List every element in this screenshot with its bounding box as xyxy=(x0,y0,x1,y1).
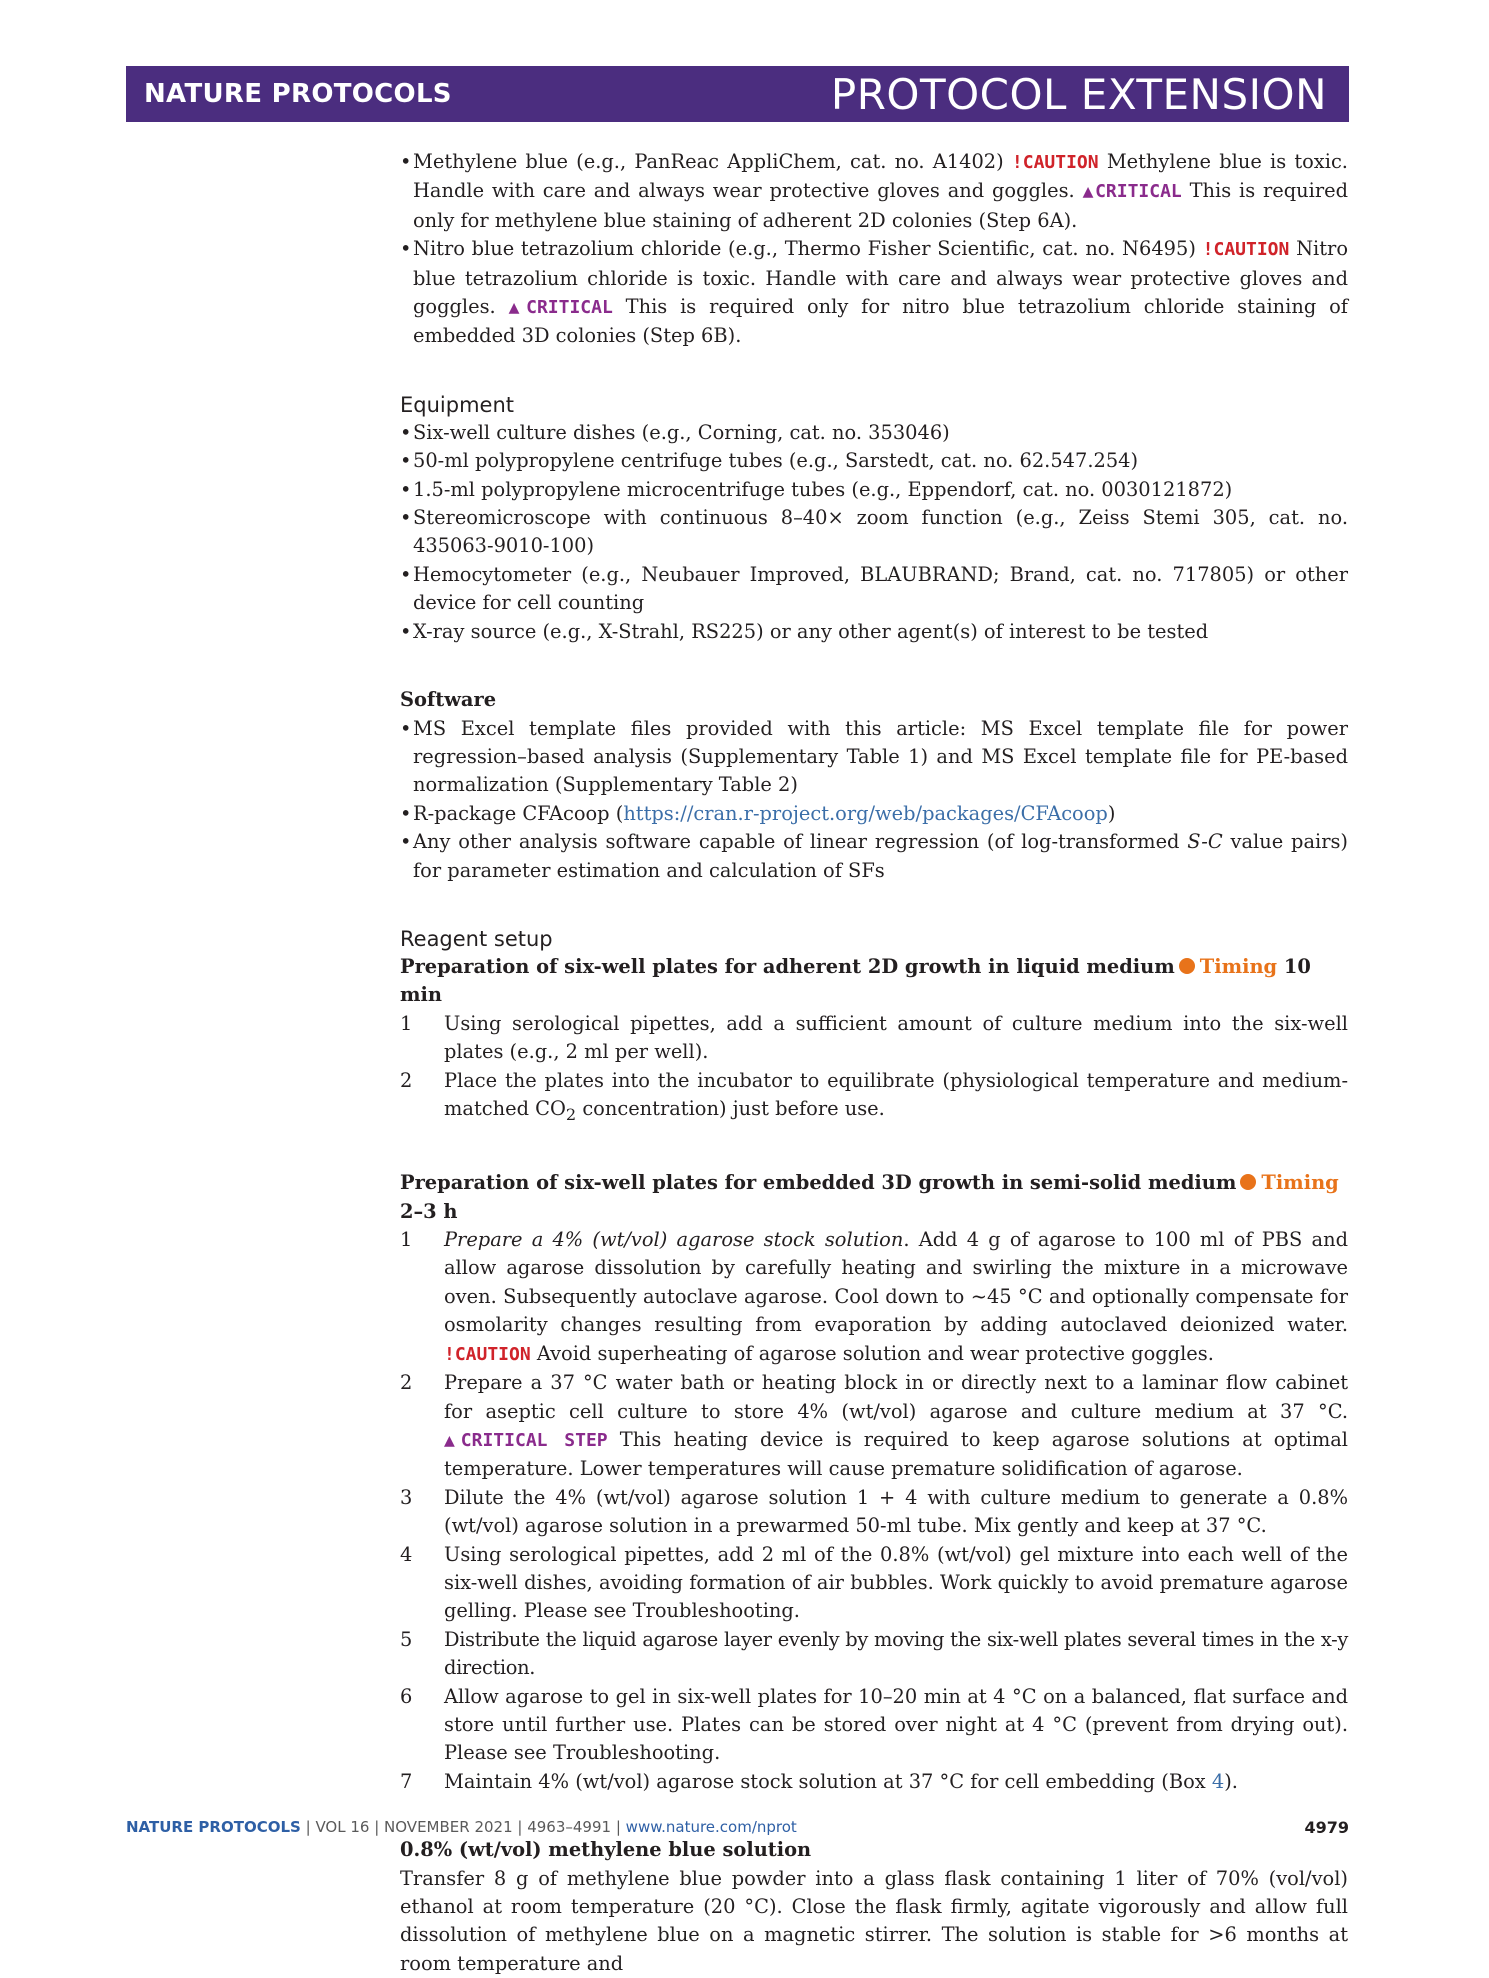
journal-name: NATURE PROTOCOLS xyxy=(144,79,452,109)
reagent-text: Methylene blue (e.g., PanReac AppliChem, cat. no. A1402) xyxy=(413,150,1004,173)
list-item: 7 Maintain 4% (wt/vol) agarose stock solution at 37 °C for cell embedding (Box 4). xyxy=(400,1769,1238,1793)
critical-label: ▲CRITICAL STEP xyxy=(444,1429,608,1451)
footer-citation: VOL 16 | NOVEMBER 2021 | 4963–4991 | xyxy=(315,1818,621,1836)
timing-value: 2–3 h xyxy=(400,1199,458,1223)
step-text: Maintain 4% (wt/vol) agarose stock solution at 37 °C for cell embedding (Box xyxy=(444,1769,1212,1793)
step-list xyxy=(400,1226,1348,1796)
caution-text: Nitro blue tetrazolium chloride is toxic. Handle with care and always wear protective gloves and goggles. xyxy=(413,237,1348,319)
equipment-heading: Equipment xyxy=(400,392,514,417)
timing-value: 10 min xyxy=(400,954,1311,1007)
footer-journal: NATURE PROTOCOLS xyxy=(126,1818,301,1836)
step-text: Dilute the 4% (wt/vol) agarose solution 1 + 4 with culture medium to generate a 0.8% (wt/vol) agarose solution in a prewarmed 50-ml tube. Mix gently and keep at 37 °C. xyxy=(444,1485,1348,1538)
list-item: 2 Place the plates into the incubator to equilibrate (physiological temperature and medium-matched $CO_2$ concentration) just before use. xyxy=(400,1068,1348,1124)
caution-text: Avoid superheating of agarose solution and wear protective goggles. xyxy=(536,1341,1214,1365)
software-text: R-package CFAcoop ( xyxy=(413,801,624,825)
reagent-text: Nitro blue tetrazolium chloride (e.g., Thermo Fisher Scientific, cat. no. N6495) xyxy=(413,237,1196,261)
list-item: 6 Allow agarose to gel in six-well plates for 10–20 min at 4 °C on a balanced, flat surface and store until further use. Plates can be stored over night at 4 °C (prevent from drying out). Please see Troubleshooting. xyxy=(400,1684,1348,1765)
step-text: Place the plates into the incubator to equilibrate (physiological temperature and medium-matched CO xyxy=(444,1068,1348,1120)
software-heading: Software xyxy=(400,688,497,712)
step-list xyxy=(400,1010,1348,1130)
page-number: 4979 xyxy=(1304,1818,1349,1837)
paragraph: Transfer 8 g of methylene blue powder into a glass flask containing 1 liter of 70% (vol/vol) ethanol at room temperature (20 °C). Close the flask firmly, agitate vigorously and allow full dissolution of methylene blue on a magnetic stirrer. The solution is stable for >6 months at room temperature and xyxy=(400,1866,1348,1975)
list-item xyxy=(400,800,1348,828)
page-body xyxy=(400,148,1348,1978)
subsection-title xyxy=(400,1169,1348,1226)
subscript: 2 xyxy=(565,1104,577,1124)
critical-text: This is required only for methylene blue staining of adherent 2D colonies (Step 6A). xyxy=(413,179,1349,232)
step-text: Using serological pipettes, add a sufficient amount of culture medium into the six-well plates (e.g., 2 ml per well). xyxy=(444,1011,1348,1064)
subsection-title: 0.8% (wt/vol) methylene blue solution xyxy=(400,1838,812,1862)
list-item: 1 Prepare a 4% (wt/vol) agarose stock solution. Add 4 g of agarose to 100 ml of PBS and allow agarose dissolution by carefully heating and swirling the mixture in a microwave oven. Subsequently autoclave agarose. Cool down to ~45 °C and optionally compensate for osmolarity changes resulting from evaporation by adding autoclaved deionized water. !CAUTION Avoid superheating of agarose solution and wear protective goggles. xyxy=(400,1228,1348,1365)
list-item: • 50-ml polypropylene centrifuge tubes (e.g., Sarstedt, cat. no. 62.547.254) xyxy=(400,447,1348,475)
caution-label: !CAUTION xyxy=(444,1343,531,1365)
list-item: 3 Dilute the 4% (wt/vol) agarose solution 1 + 4 with culture medium to generate a 0.8% (wt/vol) agarose solution in a prewarmed 50-ml tube. Mix gently and keep at 37 °C. xyxy=(400,1485,1348,1538)
timing-label: Timing xyxy=(1261,1171,1339,1195)
subsection-title xyxy=(400,953,1348,1010)
header-banner xyxy=(126,66,1349,122)
step-text: ). xyxy=(1224,1769,1238,1793)
step-text: Using serological pipettes, add 2 ml of the 0.8% (wt/vol) gel mixture into each well of the six-well dishes, avoiding formation of air bubbles. Work quickly to avoid premature agarose gelling. Please see Troubleshooting. xyxy=(444,1542,1348,1623)
step-text: concentration) just before use. xyxy=(576,1096,885,1120)
subsection-title-text: Preparation of six-well plates for adherent 2D growth in liquid medium xyxy=(400,954,1175,978)
critical-label: ▲CRITICAL xyxy=(508,297,613,319)
caution-text: Methylene blue is toxic. Handle with care and always wear protective gloves and goggles. xyxy=(413,150,1348,203)
critical-label: ▲CRITICAL xyxy=(1082,181,1182,203)
cfacoop-link[interactable]: https://cran.r-project.org/web/packages/CFAcoop xyxy=(623,801,1108,825)
software-text: ) xyxy=(1107,801,1116,825)
list-item xyxy=(400,828,1348,885)
step-text: Allow agarose to gel in six-well plates for 10–20 min at 4 °C on a balanced, flat surface and store until further use. Plates can be stored over night at 4 °C (prevent from drying out). Please see Troubleshooting. xyxy=(444,1684,1348,1765)
list-item: • 1.5-ml polypropylene microcentrifuge tubes (e.g., Eppendorf, cat. no. 0030121872) xyxy=(400,476,1348,504)
page-footer: NATURE PROTOCOLS | VOL 16 | NOVEMBER 2021 | 4963–4991 | www.nature.com/nprot 4979 xyxy=(126,1818,1349,1837)
caution-label: !CAUTION xyxy=(1202,239,1290,261)
list-item: • Hemocytometer (e.g., Neubauer Improved, BLAUBRAND; Brand, cat. no. 717805) or other device for cell counting xyxy=(400,561,1348,618)
section-label: PROTOCOL EXTENSION xyxy=(830,70,1327,119)
critical-text: This is required only for nitro blue tetrazolium chloride staining of embedded 3D colonies (Step 6B). xyxy=(413,295,1348,348)
timing-label: Timing xyxy=(1199,954,1278,978)
step-text: Distribute the liquid agarose layer evenly by moving the six-well plates several times in the x-y direction. xyxy=(444,1627,1348,1680)
software-emphasis: S-C xyxy=(1187,830,1223,854)
reagent-setup-heading: Reagent setup xyxy=(400,926,553,951)
timing-icon xyxy=(1179,958,1195,974)
subsection-title-text: Preparation of six-well plates for embedded 3D growth in semi-solid medium xyxy=(400,1171,1237,1195)
list-item: 1 Using serological pipettes, add a sufficient amount of culture medium into the six-well plates (e.g., 2 ml per well). xyxy=(400,1011,1348,1064)
list-item: • X-ray source (e.g., X-Strahl, RS225) or any other agent(s) of interest to be tested xyxy=(400,618,1348,646)
step-text: Prepare a 37 °C water bath or heating block in or directly next to a laminar flow cabinet for aseptic cell culture to store 4% (wt/vol) agarose and culture medium at 37 °C. xyxy=(444,1371,1348,1423)
software-text: value pairs) for parameter estimation and calculation of SFs xyxy=(413,830,1349,882)
software-list xyxy=(400,715,1348,885)
list-item xyxy=(400,148,1348,235)
step-text: . Add 4 g of agarose to 100 ml of PBS and allow agarose dissolution by carefully heating and swirling the mixture in a microwave oven. Subsequently autoclave agarose. Cool down to ~45 °C and optionally compensate for osmolarity changes resulting from evaporation by adding autoclaved deionized water. xyxy=(444,1228,1348,1337)
equipment-list xyxy=(400,419,1348,646)
list-item: 5 Distribute the liquid agarose layer evenly by moving the six-well plates several times in the x-y direction. xyxy=(400,1627,1348,1680)
list-item xyxy=(400,235,1348,351)
step-emphasis: Prepare a 4% (wt/vol) agarose stock solution xyxy=(444,1228,904,1252)
timing-icon xyxy=(1240,1174,1256,1190)
reagent-list xyxy=(400,148,1348,351)
box-link[interactable]: 4 xyxy=(1211,1769,1225,1793)
critical-text: This heating device is required to keep agarose solutions at optimal temperature. Lower temperatures will cause premature solidification of agarose. xyxy=(444,1427,1349,1481)
list-item: 4 Using serological pipettes, add 2 ml of the 0.8% (wt/vol) gel mixture into each well of the six-well dishes, avoiding formation of air bubbles. Work quickly to avoid premature agarose gelling. Please see Troubleshooting. xyxy=(400,1542,1348,1623)
list-item: • MS Excel template files provided with this article: MS Excel template file for power regression–based analysis (Supplementary Table 1) and MS Excel template file for PE-based normalization (Supplementary Table 2) xyxy=(400,715,1348,800)
footer-url[interactable]: www.nature.com/nprot xyxy=(625,1818,797,1836)
list-item: • Stereomicroscope with continuous 8–40× zoom function (e.g., Zeiss Stemi 305, cat. no. 435063-9010-100) xyxy=(400,504,1348,561)
list-item: • Six-well culture dishes (e.g., Corning, cat. no. 353046) xyxy=(400,419,1348,447)
software-text: Any other analysis software capable of linear regression (of log-transformed xyxy=(413,830,1188,854)
caution-label: !CAUTION xyxy=(1011,152,1099,173)
list-item: 2 Prepare a 37 °C water bath or heating block in or directly next to a laminar flow cabinet for aseptic cell culture to store 4% (wt/vol) agarose and culture medium at 37 °C. ▲CRITICAL STEP This heating device is required to keep agarose solutions at optimal temperature. Lower temperatures will cause premature solidification of agarose. xyxy=(400,1371,1349,1481)
